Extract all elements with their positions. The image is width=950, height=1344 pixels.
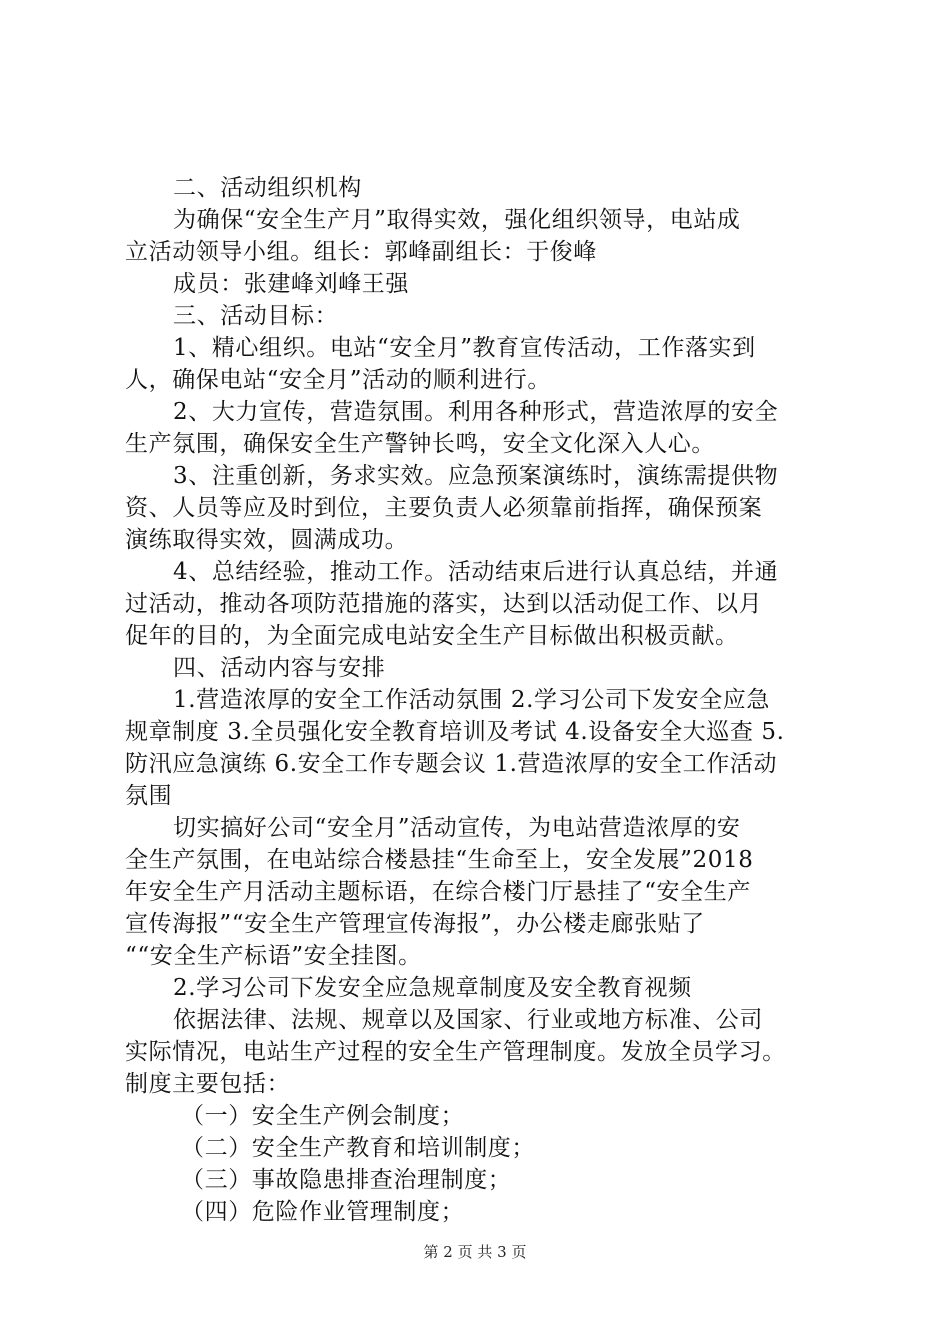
paragraph-line: 资、人员等应及时到位，主要负责人必须靠前指挥，确保预案 <box>125 495 763 521</box>
subsection-heading: 2.学习公司下发安全应急规章制度及安全教育视频 <box>173 975 692 1001</box>
page-number-footer: 第 2 页 共 3 页 <box>423 1243 527 1261</box>
list-item: （一）安全生产例会制度； <box>181 1103 465 1129</box>
paragraph-line: ““安全生产标语”安全挂图。 <box>125 943 422 969</box>
paragraph-line: 全生产氛围，在电站综合楼悬挂“生命至上，安全发展”2018 <box>125 847 754 873</box>
paragraph-line: 年安全生产月活动主题标语，在综合楼门厅悬挂了“安全生产 <box>125 879 751 905</box>
paragraph-line: 立活动领导小组。组长：郭峰副组长：于俊峰 <box>125 239 597 265</box>
paragraph-line: 宣传海报”“安全生产管理宣传海报”，办公楼走廊张贴了 <box>125 911 705 937</box>
paragraph-line: 防汛应急演练 6.安全工作专题会议 1.营造浓厚的安全工作活动 <box>125 751 778 777</box>
paragraph-line: 制度主要包括： <box>125 1071 291 1097</box>
paragraph-line: 人，确保电站“安全月”活动的顺利进行。 <box>125 367 551 393</box>
section-heading-3: 三、活动目标： <box>173 303 339 329</box>
list-item: （二）安全生产教育和培训制度； <box>181 1135 535 1161</box>
paragraph-line: 1、精心组织。电站“安全月”教育宣传活动，工作落实到 <box>173 335 756 361</box>
paragraph-line: 依据法律、法规、规章以及国家、行业或地方标准、公司 <box>173 1007 763 1033</box>
list-item: （三）事故隐患排查治理制度； <box>181 1167 512 1193</box>
document-body <box>125 172 837 1228</box>
paragraph-line: 氛围 <box>125 783 173 809</box>
section-heading-4: 四、活动内容与安排 <box>173 655 386 681</box>
paragraph-line: 2、大力宣传，营造氛围。利用各种形式，营造浓厚的安全 <box>173 399 779 425</box>
paragraph-line: 成员：张建峰刘峰王强 <box>173 271 409 297</box>
paragraph-line: 演练取得实效，圆满成功。 <box>125 527 409 553</box>
paragraph-line: 规章制度 3.全员强化安全教育培训及考试 4.设备安全大巡查 5. <box>125 719 785 745</box>
paragraph-line: 为确保“安全生产月”取得实效，强化组织领导，电站成 <box>173 207 741 233</box>
paragraph-line: 切实搞好公司“安全月”活动宣传，为电站营造浓厚的安 <box>173 815 741 841</box>
paragraph-line: 过活动，推动各项防范措施的落实，达到以活动促工作、以月 <box>125 591 763 617</box>
list-item: （四）危险作业管理制度； <box>181 1199 465 1225</box>
paragraph-line: 生产氛围，确保安全生产警钟长鸣，安全文化深入人心。 <box>125 431 715 457</box>
section-heading-2: 二、活动组织机构 <box>173 175 362 201</box>
paragraph-line: 3、注重创新，务求实效。应急预案演练时，演练需提供物 <box>173 463 779 489</box>
paragraph-line: 4、总结经验，推动工作。活动结束后进行认真总结，并通 <box>173 559 779 585</box>
paragraph-line: 1.营造浓厚的安全工作活动氛围 2.学习公司下发安全应急 <box>173 687 770 713</box>
paragraph-line: 促年的目的，为全面完成电站安全生产目标做出积极贡献。 <box>125 623 739 649</box>
paragraph-line: 实际情况，电站生产过程的安全生产管理制度。发放全员学习。 <box>125 1039 786 1065</box>
